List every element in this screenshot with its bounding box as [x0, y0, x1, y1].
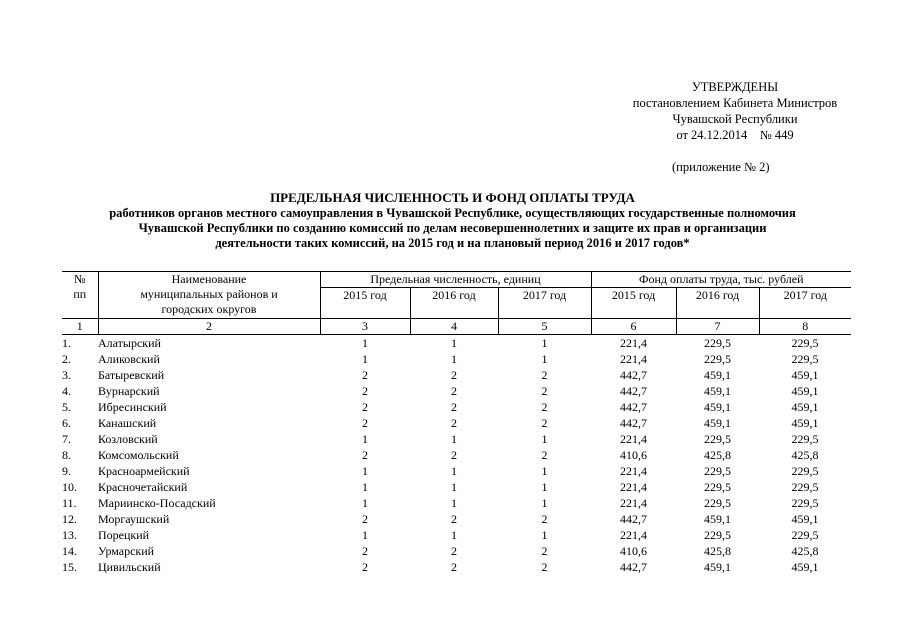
fund-2017: 229,5	[791, 336, 819, 350]
count-2016: 1	[451, 464, 457, 478]
fund-2015: 410,6	[620, 544, 648, 558]
row-number: 10.	[62, 480, 77, 494]
table-row	[62, 415, 851, 431]
approval-republic: Чувашской Республики	[672, 112, 798, 126]
header-fund-group: Фонд оплаты труда, тыс. рублей	[591, 272, 851, 288]
fund-2015: 442,7	[620, 560, 648, 574]
document-subtitle-line-1: работников органов местного самоуправления в Чувашской Республике, осуществляющих государственные полномочия	[109, 206, 796, 220]
row-number: 6.	[62, 416, 71, 430]
header-count-2017: 2017 год	[498, 288, 591, 319]
fund-2015: 442,7	[620, 368, 648, 382]
count-2015: 1	[362, 480, 368, 494]
table-row	[62, 399, 851, 415]
fund-2016: 459,1	[704, 368, 732, 382]
count-2016: 2	[451, 560, 457, 574]
count-2017: 1	[541, 496, 548, 510]
document-title-block	[40, 189, 865, 251]
header-fund-2017: 2017 год	[759, 288, 851, 319]
column-number: 8	[759, 319, 851, 335]
count-2017: 1	[541, 336, 548, 350]
data-table	[62, 271, 851, 575]
fund-2015: 442,7	[620, 400, 648, 414]
fund-2015: 442,7	[620, 512, 648, 526]
fund-2017: 229,5	[791, 496, 819, 510]
count-2015: 2	[362, 560, 368, 574]
district-name: Канашский	[98, 416, 157, 430]
count-2016: 2	[451, 400, 457, 414]
row-number: 13.	[62, 528, 77, 542]
fund-2016: 425,8	[704, 448, 732, 462]
table-row	[62, 559, 851, 575]
fund-2016: 459,1	[704, 400, 732, 414]
fund-2016: 459,1	[704, 560, 732, 574]
row-number: 5.	[62, 400, 71, 414]
fund-2017: 229,5	[791, 352, 819, 366]
header-number-line-2: пп	[73, 287, 87, 301]
fund-2017: 229,5	[791, 480, 819, 494]
count-2017: 2	[541, 512, 548, 526]
count-2016: 1	[451, 336, 457, 350]
fund-2017: 229,5	[791, 432, 819, 446]
district-name: Порецкий	[98, 528, 150, 542]
count-2017: 2	[541, 448, 548, 462]
count-2015: 2	[362, 512, 368, 526]
fund-2017: 459,1	[791, 560, 819, 574]
approval-stamp	[610, 79, 860, 143]
fund-2016: 459,1	[704, 512, 732, 526]
table-row	[62, 447, 851, 463]
table-row	[62, 351, 851, 367]
count-2015: 1	[362, 528, 368, 542]
fund-2017: 459,1	[791, 368, 819, 382]
fund-2016: 459,1	[704, 416, 732, 430]
fund-2015: 221,4	[620, 480, 648, 494]
fund-2016: 229,5	[704, 528, 732, 542]
table-row	[62, 495, 851, 511]
fund-2015: 442,7	[620, 384, 648, 398]
district-name: Урмарский	[98, 544, 155, 558]
district-name: Моргаушский	[98, 512, 170, 526]
fund-2016: 229,5	[704, 480, 732, 494]
count-2017: 2	[541, 384, 548, 398]
count-2015: 1	[362, 464, 368, 478]
count-2017: 2	[541, 400, 548, 414]
district-name: Аликовский	[98, 352, 160, 366]
fund-2017: 459,1	[791, 416, 819, 430]
count-2015: 2	[362, 384, 368, 398]
table-body	[62, 335, 851, 576]
count-2016: 2	[451, 448, 457, 462]
fund-2015: 221,4	[620, 352, 648, 366]
count-2015: 2	[362, 400, 368, 414]
row-number: 2.	[62, 352, 71, 366]
row-number: 1.	[62, 336, 71, 350]
header-count-2016: 2016 год	[410, 288, 498, 319]
fund-2017: 459,1	[791, 384, 819, 398]
fund-2017: 459,1	[791, 400, 819, 414]
district-name: Алатырский	[98, 336, 161, 350]
header-name	[98, 272, 320, 319]
table-row	[62, 479, 851, 495]
fund-2015: 221,4	[620, 528, 648, 542]
count-2015: 2	[362, 448, 368, 462]
column-number: 7	[676, 319, 759, 335]
fund-2016: 229,5	[704, 464, 732, 478]
row-number: 4.	[62, 384, 71, 398]
fund-2017: 459,1	[791, 512, 819, 526]
fund-2015: 442,7	[620, 416, 648, 430]
count-2016: 2	[451, 416, 457, 430]
row-number: 12.	[62, 512, 77, 526]
count-2016: 2	[451, 544, 457, 558]
table-row	[62, 383, 851, 399]
district-name: Батыревский	[98, 368, 165, 382]
count-2017: 2	[541, 560, 548, 574]
fund-2015: 221,4	[620, 336, 648, 350]
count-2015: 2	[362, 544, 368, 558]
column-number: 2	[98, 319, 320, 335]
count-2017: 1	[541, 528, 548, 542]
fund-2017: 229,5	[791, 528, 819, 542]
approval-issuer: постановлением Кабинета Министров	[632, 96, 838, 110]
count-2017: 2	[541, 416, 548, 430]
appendix-label: (приложение № 2)	[672, 160, 770, 174]
count-2016: 1	[451, 480, 457, 494]
table-row	[62, 367, 851, 383]
count-2017: 1	[541, 464, 548, 478]
count-2017: 1	[541, 352, 548, 366]
district-name: Ибресинский	[98, 400, 167, 414]
count-2016: 2	[451, 368, 457, 382]
count-2015: 2	[362, 416, 368, 430]
column-number: 1	[62, 319, 98, 335]
row-number: 9.	[62, 464, 71, 478]
row-number: 15.	[62, 560, 77, 574]
document-title: ПРЕДЕЛЬНАЯ ЧИСЛЕННОСТЬ И ФОНД ОПЛАТЫ ТРУДА	[270, 190, 635, 205]
row-number: 3.	[62, 368, 71, 382]
district-name: Цивильский	[98, 560, 161, 574]
fund-2017: 425,8	[791, 448, 819, 462]
table-row	[62, 431, 851, 447]
count-2016: 2	[451, 512, 457, 526]
table-row	[62, 543, 851, 559]
header-name-line-1: Наименование	[171, 272, 247, 286]
count-2015: 2	[362, 368, 368, 382]
count-2016: 1	[451, 496, 457, 510]
table-header	[62, 272, 851, 335]
district-name: Козловский	[98, 432, 158, 446]
district-name: Вурнарский	[98, 384, 160, 398]
count-2016: 2	[451, 384, 457, 398]
header-name-line-3: городских округов	[161, 302, 257, 316]
fund-2016: 229,5	[704, 432, 732, 446]
column-number-row	[62, 319, 851, 335]
count-2015: 1	[362, 432, 368, 446]
header-fund-2015: 2015 год	[591, 288, 676, 319]
header-name-line-2: муниципальных районов и	[140, 287, 278, 301]
column-number: 3	[320, 319, 410, 335]
district-name: Красноармейский	[98, 464, 190, 478]
count-2017: 2	[541, 544, 548, 558]
count-2016: 1	[451, 528, 457, 542]
row-number: 8.	[62, 448, 71, 462]
header-count-group: Предельная численность, единиц	[320, 272, 591, 288]
approval-title: УТВЕРЖДЕНЫ	[691, 80, 779, 94]
fund-2016: 425,8	[704, 544, 732, 558]
count-2017: 1	[541, 432, 548, 446]
table-row	[62, 511, 851, 527]
row-number: 11.	[62, 496, 77, 510]
table-row	[62, 463, 851, 479]
count-2017: 2	[541, 368, 548, 382]
approval-date-number: от 24.12.2014 № 449	[676, 128, 794, 142]
document-subtitle-line-2: Чувашской Республики по созданию комиссий по делам несовершеннолетних и защите их прав и организации	[138, 221, 767, 235]
fund-2015: 410,6	[620, 448, 648, 462]
document-subtitle-line-3: деятельности таких комиссий, на 2015 год и на плановый период 2016 и 2017 годов*	[215, 236, 690, 250]
header-number	[62, 272, 98, 319]
fund-2016: 229,5	[704, 336, 732, 350]
district-name: Мариинско-Посадский	[98, 496, 216, 510]
header-count-2015: 2015 год	[320, 288, 410, 319]
table-row	[62, 335, 851, 352]
fund-2017: 229,5	[791, 464, 819, 478]
fund-2017: 425,8	[791, 544, 819, 558]
count-2016: 1	[451, 352, 457, 366]
fund-2016: 229,5	[704, 352, 732, 366]
column-number: 6	[591, 319, 676, 335]
fund-2015: 221,4	[620, 496, 648, 510]
header-number-line-1: №	[74, 272, 86, 286]
district-name: Комсомольский	[98, 448, 179, 462]
fund-2015: 221,4	[620, 464, 648, 478]
column-number: 5	[498, 319, 591, 335]
header-fund-2016: 2016 год	[676, 288, 759, 319]
table-row	[62, 527, 851, 543]
count-2015: 1	[362, 352, 368, 366]
fund-2016: 459,1	[704, 384, 732, 398]
district-name: Красночетайский	[98, 480, 188, 494]
row-number: 7.	[62, 432, 71, 446]
column-number: 4	[410, 319, 498, 335]
row-number: 14.	[62, 544, 77, 558]
count-2015: 1	[362, 496, 368, 510]
count-2015: 1	[362, 336, 368, 350]
fund-2015: 221,4	[620, 432, 648, 446]
count-2017: 1	[541, 480, 548, 494]
count-2016: 1	[451, 432, 457, 446]
fund-2016: 229,5	[704, 496, 732, 510]
